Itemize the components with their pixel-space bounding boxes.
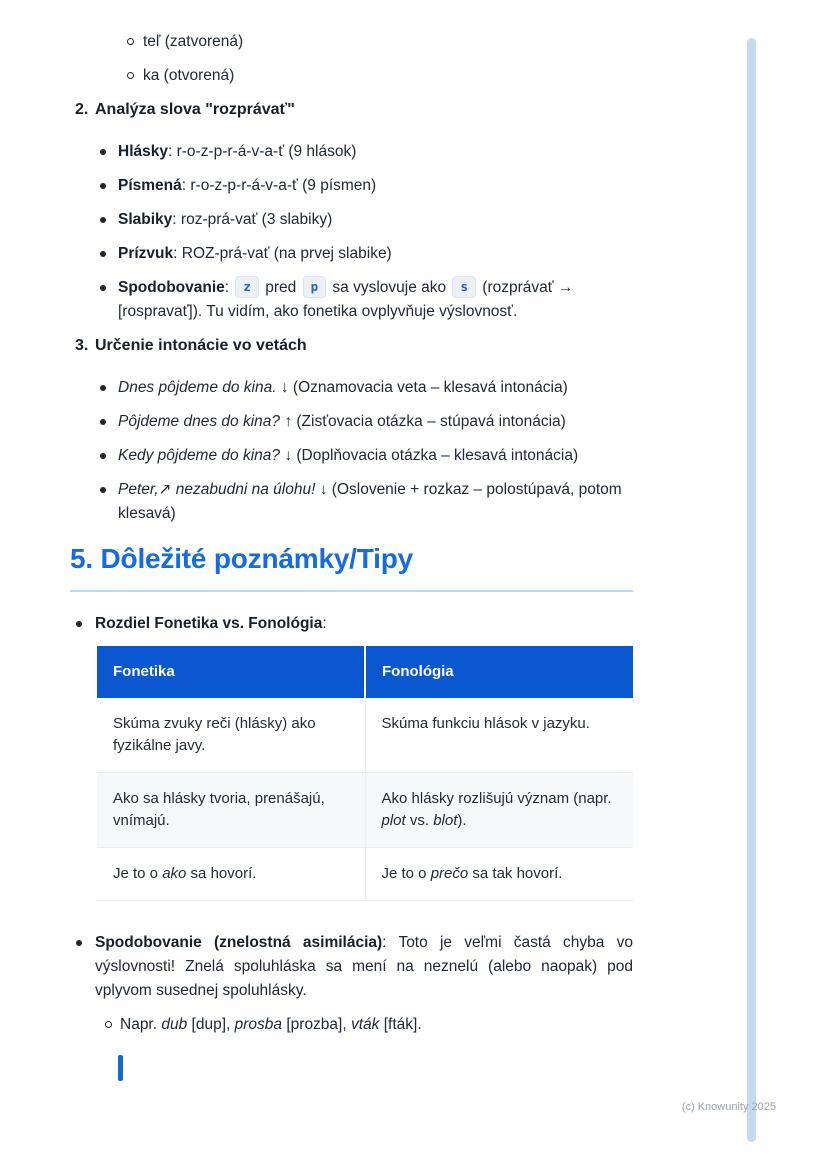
item-separator: : (172, 211, 181, 228)
item-text: ↓ (Oznamovacia veta – klesavá intonácia) (276, 379, 568, 396)
table-cell (365, 773, 633, 848)
table-row (97, 773, 633, 848)
inline-code-chip: p (303, 276, 327, 298)
example-sentence: Pôjdeme dnes do kina? (118, 413, 281, 430)
intonation-list (70, 376, 633, 526)
table-cell (97, 773, 365, 848)
cell-text-italic: plot (381, 812, 406, 829)
list-item (70, 64, 633, 88)
analysis-list (70, 140, 633, 324)
list-item (70, 140, 633, 164)
list-item (70, 478, 633, 526)
table-header (97, 646, 633, 698)
section-title: Určenie intonácie vo vetách (95, 337, 307, 354)
example-sentence: Kedy pôjdeme do kina? (118, 447, 281, 464)
table-row (97, 848, 633, 901)
item-text: teľ (zatvorená) (143, 33, 244, 50)
item-text: ↓ (Oslovenie + rozkaz – polostúpavá, potom klesavá) (118, 481, 622, 522)
item-label: Spodobovanie (118, 279, 225, 296)
item-separator: : (224, 279, 234, 296)
numbered-heading-analysis (70, 98, 633, 122)
table-row (97, 698, 633, 773)
item-label: Písmená (118, 177, 182, 194)
item-text: pred (260, 279, 301, 296)
cell-text: ). (457, 812, 467, 829)
item-text-italic: prosba (234, 1016, 283, 1033)
example-sentence: Dnes pôjdeme do kina. (118, 379, 277, 396)
item-text: (rozprávať → [rospravať]). Tu vidím, ako fonetika ovplyvňuje výslovnosť. (118, 279, 574, 320)
cell-text: Ako sa hlásky tvoria, prenášajú, vnímajú. (113, 790, 325, 829)
item-label: Prízvuk (118, 245, 174, 262)
item-label: Rozdiel Fonetika vs. Fonológia (95, 615, 323, 632)
list-item (70, 444, 633, 468)
table-cell (365, 848, 633, 901)
scrollbar-thumb[interactable] (747, 38, 756, 1142)
item-text-italic: vták (350, 1016, 380, 1033)
list-item (70, 410, 633, 434)
copyright-note: (c) Knowunity 2025 (681, 1101, 776, 1113)
section-5-heading: 5. Dôležité poznámky/Tipy (70, 542, 633, 592)
item-text: r-o-z-p-r-á-v-a-ť (9 hlások) (176, 143, 357, 160)
item-text: [fták]. (379, 1016, 422, 1033)
item-text: ka (otvorená) (143, 67, 235, 84)
inline-code-chip: s (452, 276, 476, 298)
list-item (70, 1013, 633, 1037)
list-number: 3. (75, 337, 89, 354)
list-item-note (70, 931, 633, 1003)
example-sentence: Peter,↗ nezabudni na úlohu! (118, 481, 316, 498)
rozdiel-list (70, 612, 633, 636)
item-label: Spodobovanie (znelostná asimilácia) (95, 934, 383, 951)
item-label: Slabiky (118, 211, 173, 228)
cell-text-italic: blot (433, 812, 458, 829)
cell-text: vs. (405, 812, 434, 829)
item-text: Toto je veľmi častá chyba vo výslovnosti! Znelá spoluhláska sa mení na neznelú (alebo naopak) pod vplyvom susednej spoluhlásky. (95, 934, 633, 999)
example-sublist (70, 1013, 633, 1037)
cell-text: sa tak hovorí. (468, 865, 563, 882)
list-item (70, 376, 633, 400)
item-text: Napr. (120, 1016, 162, 1033)
cell-text: Ako hlásky rozlišujú význam (napr. (381, 790, 612, 807)
table-header-cell-fonologia: Fonológia (365, 646, 633, 698)
cell-text: Je to o (381, 865, 431, 882)
table-cell (365, 698, 633, 773)
cell-text: Je to o (113, 865, 163, 882)
table-cell (97, 848, 365, 901)
list-item (70, 242, 633, 266)
list-item-spodobovanie (70, 276, 633, 324)
section-title: Analýza slova "rozprávať" (95, 101, 295, 118)
item-separator: : (322, 615, 327, 632)
list-number: 2. (75, 101, 89, 118)
item-separator: : (167, 143, 177, 160)
item-separator: : (181, 177, 191, 194)
item-text: ↑ (Zisťovacia otázka – stúpavá intonácia) (280, 413, 566, 430)
item-separator: : (173, 245, 182, 262)
item-text: [dup], (187, 1016, 235, 1033)
item-text: ↓ (Doplňovacia otázka – klesavá intonácia) (280, 447, 579, 464)
cell-text: Skúma zvuky reči (hlásky) ako fyzikálne javy. (113, 715, 316, 754)
list-item (70, 612, 633, 636)
item-text: sa vyslovuje ako (328, 279, 451, 296)
cell-text: sa hovorí. (186, 865, 257, 882)
comparison-table (97, 646, 633, 901)
item-text: ROZ-prá-vať (na prvej slabike) (181, 245, 392, 262)
item-text: [prozba], (282, 1016, 351, 1033)
blockquote-bar (118, 1055, 123, 1081)
cell-text-italic: ako (162, 865, 187, 882)
numbered-heading-intonation (70, 334, 633, 358)
syllable-sublist (70, 30, 633, 88)
cell-text-italic: prečo (430, 865, 469, 882)
item-text: r-o-z-p-r-á-v-a-ť (9 písmen) (190, 177, 377, 194)
item-separator: : (382, 934, 399, 951)
table-cell (97, 698, 365, 773)
list-item (70, 208, 633, 232)
list-item (70, 30, 633, 54)
item-text: roz-prá-vať (3 slabiky) (180, 211, 333, 228)
table-header-cell-fonetika: Fonetika (97, 646, 365, 698)
inline-code-chip: z (235, 276, 259, 298)
table-header-row (97, 646, 633, 698)
item-text-italic: dub (161, 1016, 188, 1033)
table-body (97, 698, 633, 901)
list-item (70, 174, 633, 198)
cell-text: Skúma funkciu hlások v jazyku. (381, 715, 590, 732)
item-label: Hlásky (118, 143, 168, 160)
note-list (70, 931, 633, 1003)
page-content (70, 30, 633, 1081)
